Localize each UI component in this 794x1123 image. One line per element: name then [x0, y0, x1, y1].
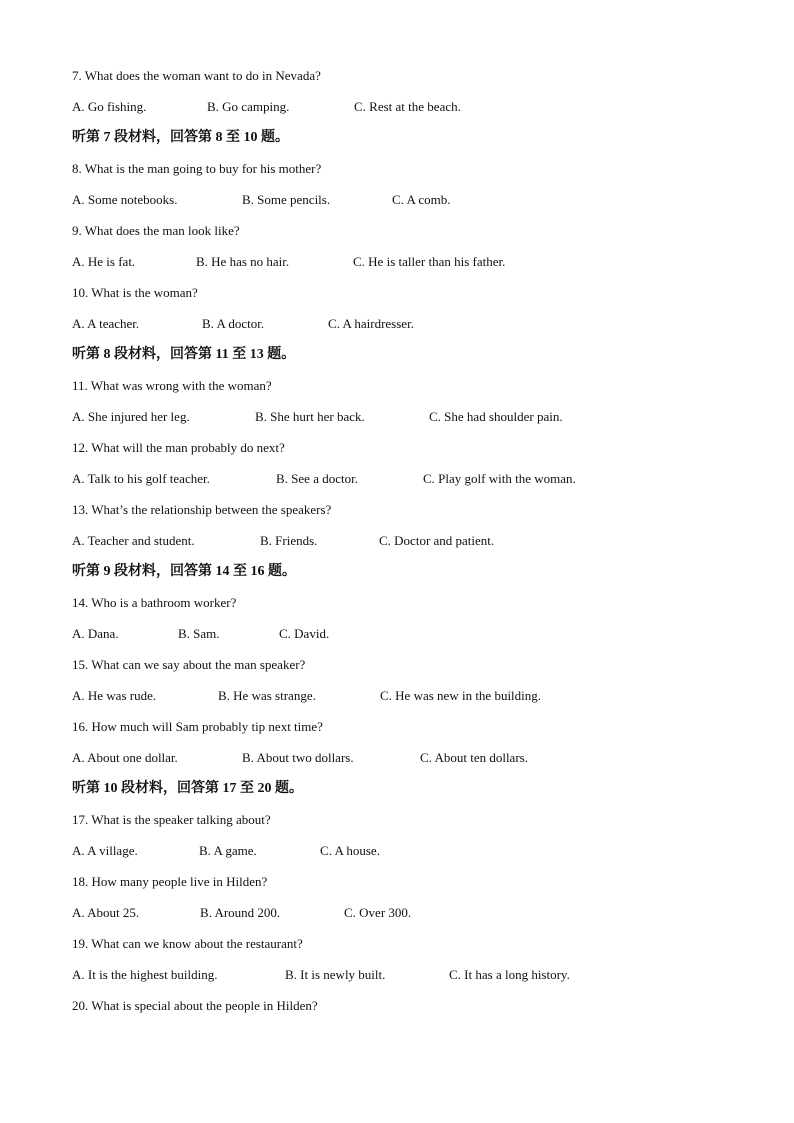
answer-option: B. Some pencils.: [242, 192, 331, 207]
answer-option: C. She had shoulder pain.: [429, 409, 563, 424]
answer-option: B. Around 200.: [200, 905, 281, 920]
answer-option: C. A comb.: [392, 192, 451, 207]
answer-option: A. Dana.: [72, 626, 119, 641]
answer-option: B. He has no hair.: [196, 254, 290, 269]
answer-option: B. Go camping.: [207, 99, 290, 114]
answer-option: B. Friends.: [260, 533, 318, 548]
answer-option: C. It has a long history.: [449, 967, 570, 982]
answer-option: A. About 25.: [72, 905, 140, 920]
answer-option: A. A teacher.: [72, 316, 140, 331]
section-heading: 听第 10 段材料，回答第 17 至 20 题。: [72, 781, 303, 796]
options-row: [72, 316, 732, 332]
answer-option: B. He was strange.: [218, 688, 316, 703]
options-row: [72, 533, 732, 549]
answer-option: B. It is newly built.: [285, 967, 386, 982]
answer-option: C. A house.: [320, 843, 380, 858]
answer-option: C. He was new in the building.: [380, 688, 542, 703]
answer-option: C. About ten dollars.: [420, 750, 528, 765]
answer-option: B. She hurt her back.: [255, 409, 365, 424]
answer-option: C. He is taller than his father.: [353, 254, 506, 269]
answer-option: C. Play golf with the woman.: [423, 471, 576, 486]
answer-option: C. Over 300.: [344, 905, 412, 920]
answer-option: C. David.: [279, 626, 330, 641]
question-text: 8. What is the man going to buy for his mother?: [72, 161, 322, 176]
question-text: 18. How many people live in Hilden?: [72, 874, 268, 889]
section-heading: 听第 9 段材料，回答第 14 至 16 题。: [72, 564, 296, 579]
section-heading: 听第 8 段材料，回答第 11 至 13 题。: [72, 347, 296, 362]
answer-option: B. About two dollars.: [242, 750, 354, 765]
answer-option: B. A doctor.: [202, 316, 265, 331]
answer-option: A. It is the highest building.: [72, 967, 218, 982]
answer-option: B. See a doctor.: [276, 471, 358, 486]
answer-option: C. A hairdresser.: [328, 316, 414, 331]
options-row: [72, 688, 732, 704]
options-row: [72, 192, 732, 208]
question-text: 17. What is the speaker talking about?: [72, 812, 271, 827]
answer-option: A. He was rude.: [72, 688, 157, 703]
answer-option: A. Teacher and student.: [72, 533, 195, 548]
question-text: 14. Who is a bathroom worker?: [72, 595, 237, 610]
answer-option: A. Go fishing.: [72, 99, 147, 114]
answer-option: B. A game.: [199, 843, 257, 858]
question-text: 20. What is special about the people in Hilden?: [72, 998, 318, 1013]
question-text: 15. What can we say about the man speaker?: [72, 657, 306, 672]
question-text: 10. What is the woman?: [72, 285, 198, 300]
options-row: [72, 254, 732, 270]
answer-option: A. Some notebooks.: [72, 192, 178, 207]
options-row: [72, 99, 732, 115]
question-text: 12. What will the man probably do next?: [72, 440, 285, 455]
answer-option: A. Talk to his golf teacher.: [72, 471, 210, 486]
answer-option: C. Doctor and patient.: [379, 533, 495, 548]
answer-option: A. He is fat.: [72, 254, 136, 269]
options-row: [72, 750, 732, 766]
options-row: [72, 409, 732, 425]
answer-option: C. Rest at the beach.: [354, 99, 461, 114]
question-text: 9. What does the man look like?: [72, 223, 240, 238]
question-text: 7. What does the woman want to do in Nevada?: [72, 68, 321, 83]
answer-option: A. About one dollar.: [72, 750, 178, 765]
question-text: 19. What can we know about the restaurant?: [72, 936, 303, 951]
options-row: [72, 626, 732, 642]
options-row: [72, 843, 732, 859]
section-heading: 听第 7 段材料，回答第 8 至 10 题。: [72, 130, 289, 145]
question-text: 13. What’s the relationship between the speakers?: [72, 502, 332, 517]
options-row: [72, 905, 732, 921]
answer-option: A. A village.: [72, 843, 138, 858]
options-row: [72, 967, 732, 983]
question-text: 11. What was wrong with the woman?: [72, 378, 272, 393]
question-text: 16. How much will Sam probably tip next time?: [72, 719, 323, 734]
options-row: [72, 471, 732, 487]
answer-option: A. She injured her leg.: [72, 409, 190, 424]
answer-option: B. Sam.: [178, 626, 220, 641]
